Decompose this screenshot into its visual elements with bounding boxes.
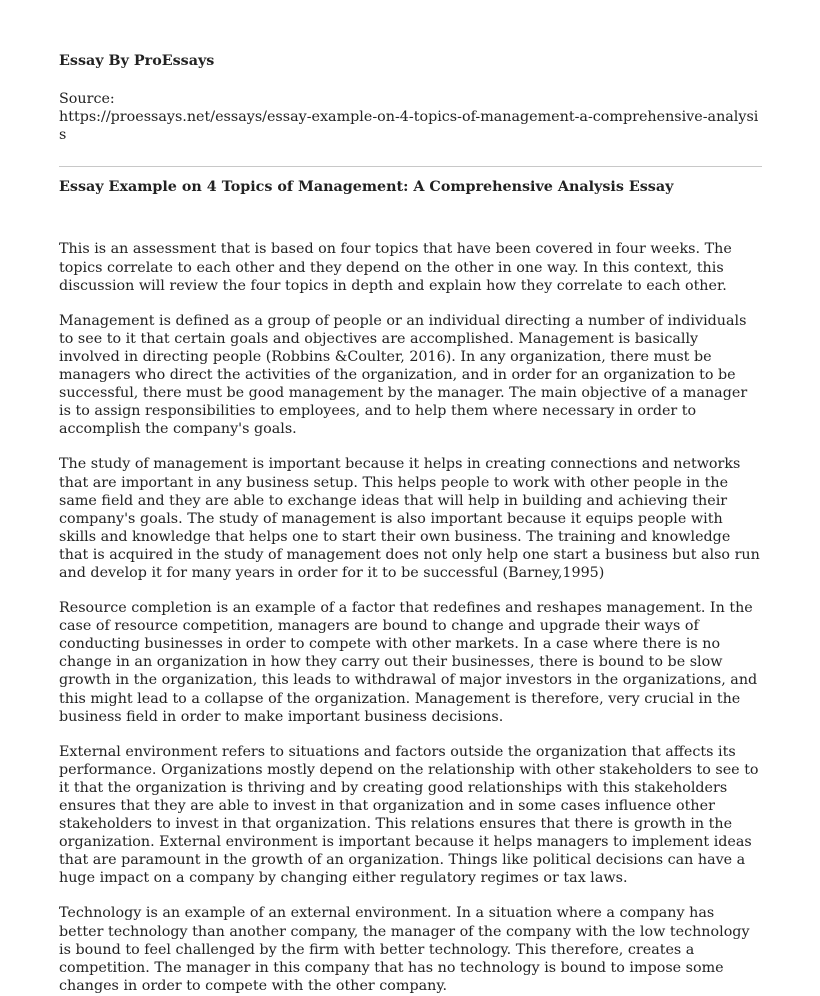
essay-paragraph: Management is defined as a group of people or an individual directing a number of individuals to see to it that certain goals and objectives are accomplished. Management is basically involved in directing people (Robbins &Coulter, 2016). In any organization, there must be managers who direct the activities of the organization, and in order for an organization to be successful, there must be good management by the manager. The main objective of a manager is to assign responsibilities to employees, and to help them where necessary in order to accomplish the company's goals. [59, 312, 748, 438]
essay-paragraph: Technology is an example of an external environment. In a situation where a company has better technology than another company, the manager of the company with the low technology is bound to feel challenged by the firm with better technology. This therefore, creates a competition. The manager in this company that has no technology is bound to impose some changes in order to compete with the other company. [59, 905, 750, 994]
source-url: https://proessays.net/essays/essay-example-on-4-topics-of-management-a-comprehensive-analysis [59, 109, 759, 144]
header-divider [59, 166, 762, 167]
essay-paragraph: This is an assessment that is based on four topics that have been covered in four weeks. The topics correlate to each other and they depend on the other in one way. In this context, this discussion will review the four topics in depth and explain how they correlate to each other. [59, 241, 732, 294]
essay-title: Essay Example on 4 Topics of Management: A Comprehensive Analysis Essay [59, 179, 674, 196]
document-brand: Essay By ProEssays [59, 53, 215, 69]
essay-paragraph: The study of management is important because it helps in creating connections and networks that are important in any business setup. This helps people to work with other people in the same field and they are able to exchange ideas that will help in building and achieving their company's goals. The study of management is also important because it equips people with skills and knowledge that helps one to start their own business. The training and knowledge that is acquired in the study of management does not only help one start a business but also run and develop it for many years in order for it to be successful (Barney,1995) [59, 456, 760, 581]
essay-paragraph: External environment refers to situations and factors outside the organization that affects its performance. Organizations mostly depend on the relationship with other stakeholders to see to it that the organization is thriving and by creating good relationships with this stakeholders ensures that they are able to invest in that organization and in some cases influence other stakeholders to invest in that organization. This relations ensures that there is growth in the organization. External environment is important because it helps managers to implement ideas that are paramount in the growth of an organization. Things like political decisions can have a huge impact on a company by changing either regulatory regimes or tax laws. [59, 743, 759, 887]
essay-paragraph: Resource completion is an example of a factor that redefines and reshapes management. In the case of resource competition, managers are bound to change and upgrade their ways of conducting businesses in order to compete with other markets. In a case where there is no change in an organization in how they carry out their businesses, there is bound to be slow growth in the organization, this leads to withdrawal of major investors in the organizations, and this might lead to a collapse of the organization. Management is therefore, very crucial in the business field in order to make important business decisions. [59, 600, 758, 725]
source-label: Source: [59, 91, 115, 108]
essay-body [59, 240, 762, 994]
